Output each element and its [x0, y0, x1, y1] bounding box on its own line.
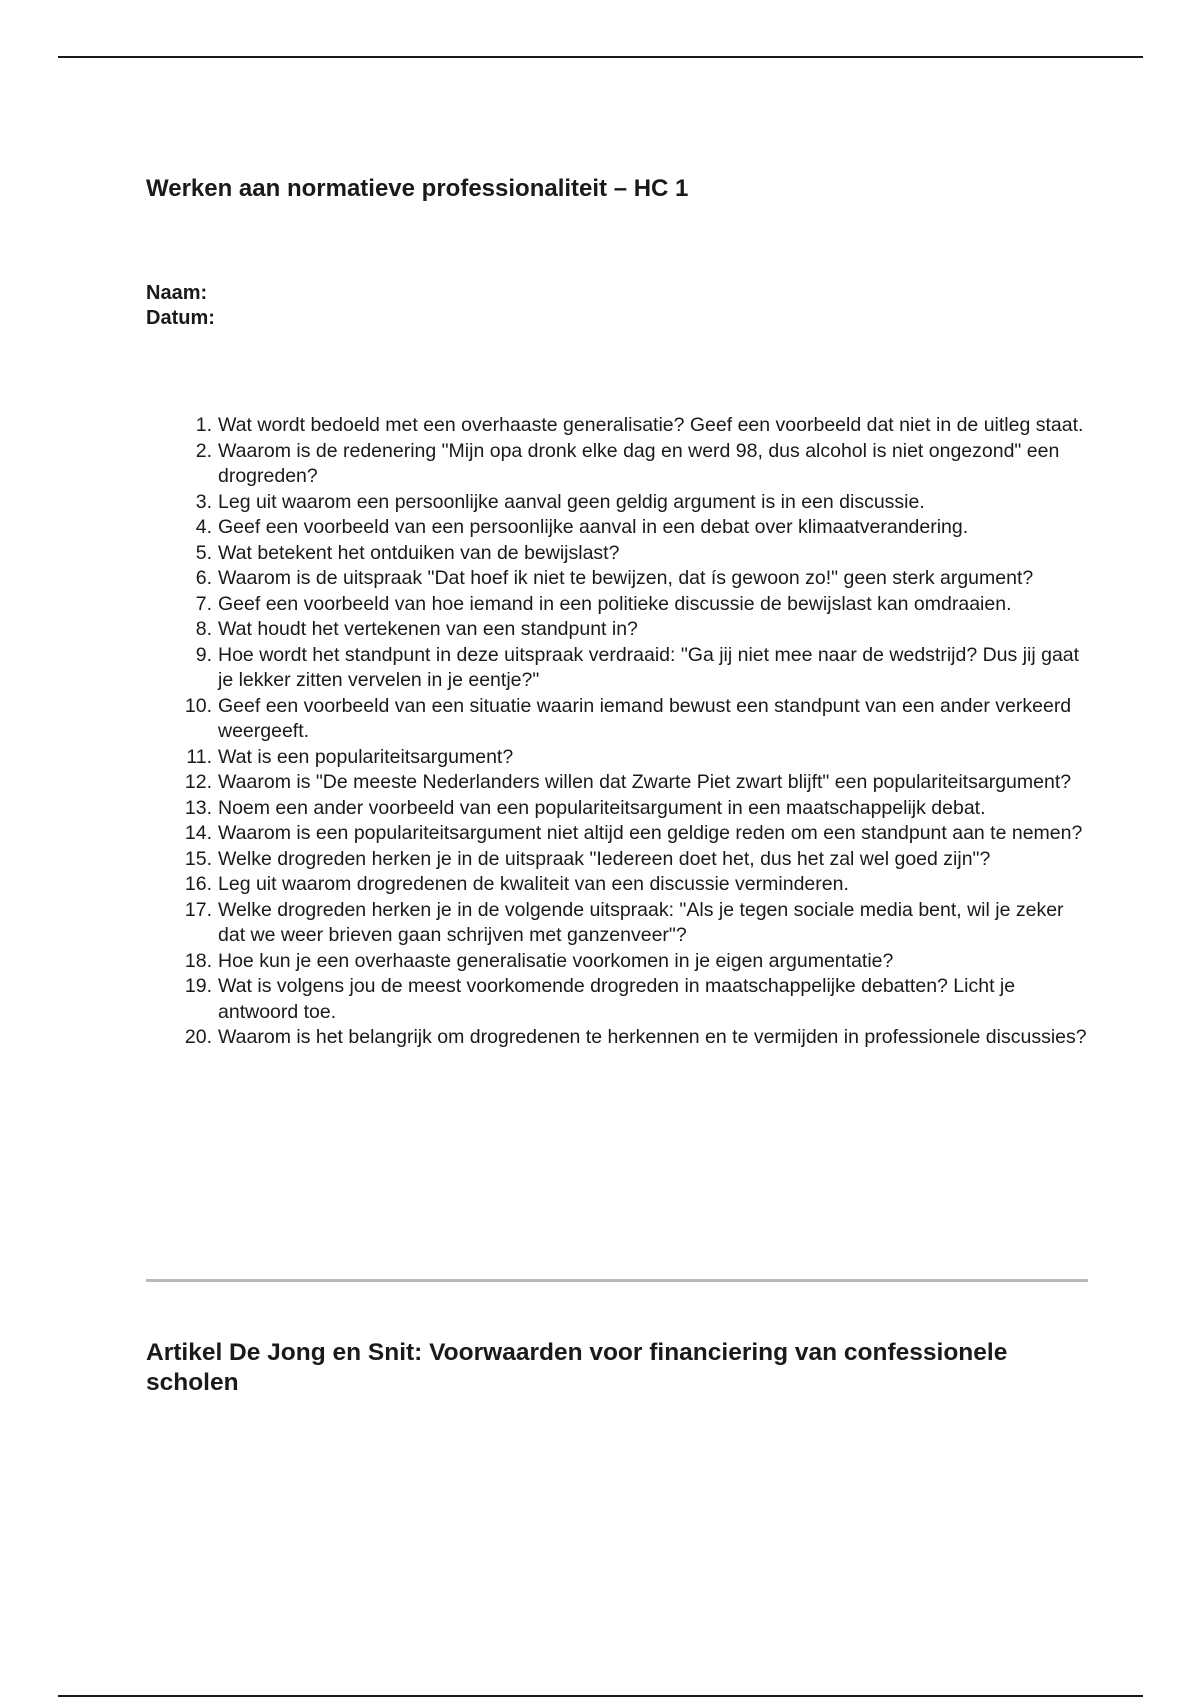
question-text: Hoe wordt het standpunt in deze uitspraak verdraaid: "Ga jij niet mee naar de wedstrijd? Dus jij gaat je lekker zitten vervelen in je eentje?": [218, 643, 1080, 691]
question-text: Welke drogreden herken je in de volgende uitspraak: "Als je tegen sociale media bent, wil je zeker dat we weer brieven gaan schrijven met ganzenveer"?: [218, 898, 1064, 946]
page-bottom-rule: [58, 1695, 1143, 1697]
question-number: 18.: [184, 949, 212, 972]
question-item: [146, 439, 1091, 490]
question-item: [146, 694, 1091, 745]
question-number: 1.: [195, 414, 212, 436]
question-text: Noem een ander voorbeeld van een populariteitsargument in een maatschappelijk debat.: [218, 796, 986, 819]
question-text: Waarom is "De meeste Nederlanders willen dat Zwarte Piet zwart blijft" een populariteitsargument?: [218, 771, 1072, 793]
question-text: Wat is volgens jou de meest voorkomende drogreden in maatschappelijke debatten? Licht je antwoord toe.: [218, 975, 1016, 1023]
question-text: Waarom is de uitspraak "Dat hoef ik niet te bewijzen, dat ís gewoon zo!" geen sterk argument?: [218, 567, 1034, 589]
question-number: 16.: [184, 873, 212, 895]
question-text: Waarom is het belangrijk om drogredenen te herkennen en te vermijden in professionele discussies?: [218, 1026, 1087, 1048]
question-item: [146, 592, 1091, 618]
question-number: 4.: [195, 516, 212, 538]
question-item: [146, 643, 1091, 694]
question-item: [146, 872, 1091, 898]
question-text: Wat betekent het ontduiken van de bewijslast?: [218, 541, 620, 564]
question-item: [146, 617, 1091, 643]
question-number: 13.: [184, 796, 212, 819]
question-number: 7.: [195, 592, 212, 615]
question-text: Hoe kun je een overhaaste generalisatie voorkomen in je eigen argumentatie?: [218, 949, 894, 972]
question-item: [146, 821, 1091, 847]
question-item: [146, 1025, 1091, 1051]
question-text: Geef een voorbeeld van hoe iemand in een politieke discussie de bewijslast kan omdraaien.: [218, 592, 1012, 615]
question-number: 9.: [195, 643, 212, 666]
question-list: [146, 413, 1091, 1051]
question-number: 10.: [184, 694, 212, 717]
question-item: [146, 566, 1091, 592]
student-info-fields: [146, 281, 215, 331]
question-number: 5.: [195, 541, 212, 564]
question-item: [146, 898, 1091, 949]
question-text: Leg uit waarom een persoonlijke aanval geen geldig argument is in een discussie.: [218, 490, 925, 513]
question-item: [146, 847, 1091, 873]
question-item: [146, 796, 1091, 822]
section-divider: [146, 1279, 1088, 1282]
question-text: Geef een voorbeeld van een persoonlijke aanval in een debat over klimaatverandering.: [218, 516, 969, 538]
question-number: 11.: [186, 745, 212, 768]
question-number: 15.: [184, 847, 212, 870]
question-number: 8.: [195, 618, 212, 640]
question-number: 17.: [184, 898, 212, 921]
question-text: Geef een voorbeeld van een situatie waarin iemand bewust een standpunt van een ander verkeerd weergeeft.: [218, 694, 1072, 742]
question-text: Welke drogreden herken je in de uitspraak "Iedereen doet het, dus het zal wel goed zijn"?: [218, 847, 991, 870]
question-number: 20.: [184, 1026, 212, 1048]
question-text: Wat is een populariteitsargument?: [218, 745, 514, 768]
article-heading: Artikel De Jong en Snit: Voorwaarden voor financiering van confessionele scholen: [146, 1339, 1008, 1396]
question-text: Wat houdt het vertekenen van een standpunt in?: [218, 618, 638, 640]
question-item: [146, 413, 1091, 439]
question-number: 3.: [195, 490, 212, 513]
question-text: Waarom is de redenering "Mijn opa dronk elke dag en werd 98, dus alcohol is niet ongezond" een drogreden?: [218, 439, 1060, 487]
question-text: Leg uit waarom drogredenen de kwaliteit van een discussie verminderen.: [218, 873, 849, 895]
question-number: 19.: [184, 975, 212, 997]
question-text: Waarom is een populariteitsargument niet altijd een geldige reden om een standpunt aan te nemen?: [218, 822, 1083, 844]
question-item: [146, 515, 1091, 541]
question-text: Wat wordt bedoeld met een overhaaste generalisatie? Geef een voorbeeld dat niet in de uitleg staat.: [218, 414, 1084, 436]
question-item: [146, 949, 1091, 975]
date-label: Datum:: [146, 307, 215, 329]
question-number: 2.: [195, 439, 212, 462]
page-top-rule: [58, 56, 1143, 58]
question-number: 6.: [195, 567, 212, 589]
question-item: [146, 541, 1091, 567]
question-number: 14.: [184, 822, 212, 844]
name-label: Naam:: [146, 282, 208, 304]
question-item: [146, 770, 1091, 796]
question-item: [146, 490, 1091, 516]
document-title: Werken aan normatieve professionaliteit – HC 1: [146, 175, 689, 202]
question-number: 12.: [184, 771, 212, 793]
question-item: [146, 974, 1091, 1025]
question-item: [146, 745, 1091, 771]
